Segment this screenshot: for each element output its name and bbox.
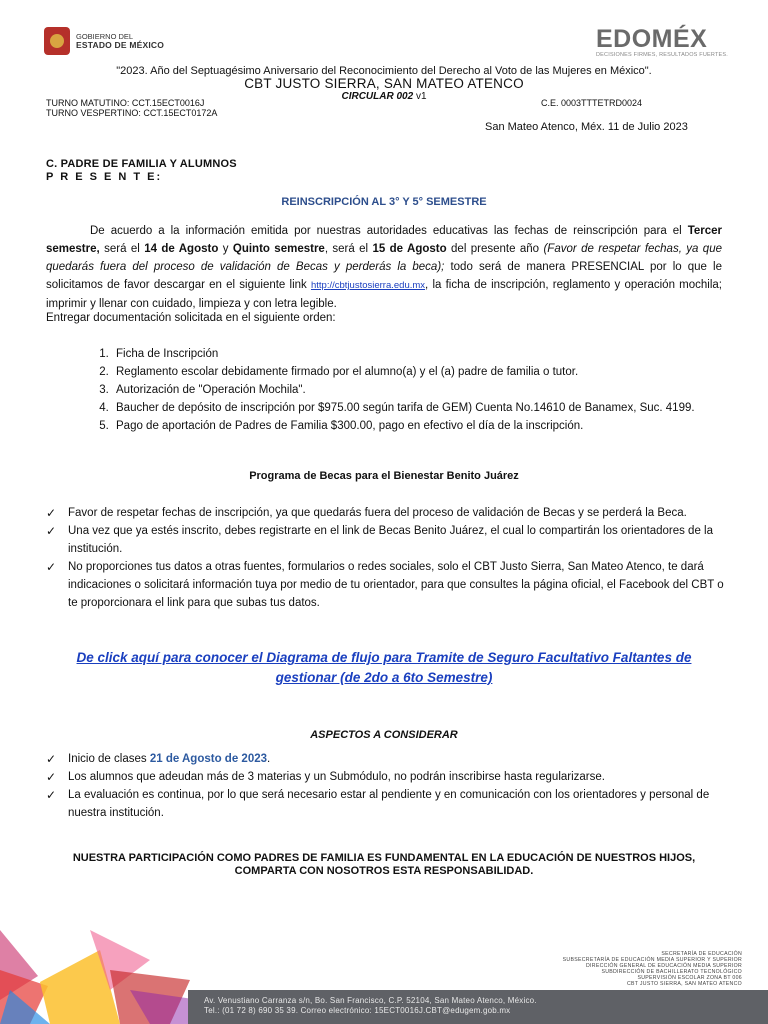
document-steps-list xyxy=(76,346,726,436)
aspectos-heading: ASPECTOS A CONSIDERAR xyxy=(310,729,458,741)
edomex-tagline: DECISIONES FIRMES, RESULTADOS FUERTES. xyxy=(596,52,728,58)
circular-version: v1 xyxy=(415,91,427,102)
footer-line2: Tel.: (01 72 8) 690 35 39. Correo electrónico: 15ECT0016J.CBT@edugem.gob.mx xyxy=(204,1005,511,1015)
circular-label: CIRCULAR 002 xyxy=(341,91,414,102)
list-item: ✓ Una vez que ya estés inscrito, debes registrarte en el link de Becas Benito Juárez, el cual lo compartirán los orientadores de la institución. xyxy=(46,522,726,558)
check-icon: ✓ xyxy=(46,770,57,784)
list-item: ✓ Favor de respetar fechas de inscripción, ya que quedarás fuera del proceso de validación de Becas y se perderá la Beca. xyxy=(46,506,687,520)
turno-vespertino: TURNO VESPERTINO: CCT.15ECT0172A xyxy=(46,108,218,118)
list-item: ✓ La evaluación es continua, por lo que será necesario estar al pendiente y en comunicación con los orientadores y personal de nuestra institución. xyxy=(46,786,726,822)
state-seal-icon xyxy=(44,27,70,55)
check-icon: ✓ xyxy=(46,560,57,574)
list-item: ✓ No proporciones tus datos a otras fuentes, formularios o redes sociales, solo el CBT Justo Sierra, San Mateo Atenco, te dará indicaciones o solicitará información tuya por medio de tu orientador, para que consultes la página oficial, el Facebook del CBT o te proporcionara el link para que subas tus datos. xyxy=(46,558,726,612)
becas-list xyxy=(46,504,726,612)
subject-heading: REINSCRIPCIÓN AL 3° Y 5° SEMESTRE xyxy=(281,196,487,208)
gobierno-logo xyxy=(44,24,184,58)
footer-address xyxy=(204,996,537,1015)
fecha-quinto: 15 de Agosto xyxy=(372,243,447,255)
motto: "2023. Año del Septuagésimo Aniversario del Reconocimiento del Derecho al Voto de las Mujeres en México". xyxy=(116,65,652,77)
turno-matutino: TURNO MATUTINO: CCT.15ECT0016J xyxy=(46,98,205,108)
list-item: 3. Autorización de "Operación Mochila". xyxy=(112,382,726,398)
body-paragraph: De acuerdo a la información emitida por nuestras autoridades educativas las fechas de reinscripción para el Tercer semestre, será el 14 de Agosto y Quinto semestre, será el 15 de Agosto del presente año (Favor de respetar fechas, ya que quedarás fuera del proceso de validación de Becas y perderás la beca); todo será de manera PRESENCIAL por lo que le solicitamos de favor descargar en el siguiente link http://cbtjustosierra.edu.mx, la ficha de inscripción, reglamento y operación mochila; imprimir y llenar con cuidado, limpieza y con letra legible. xyxy=(46,225,723,310)
fecha-tercer: 14 de Agosto xyxy=(144,243,219,255)
start-date: 21 de Agosto de 2023 xyxy=(149,753,268,765)
school-website-link[interactable]: http://cbtjustosierra.edu.mx xyxy=(310,280,426,291)
edomex-wordmark: EDOMÉX xyxy=(596,25,708,53)
quinto-semestre: Quinto semestre xyxy=(232,243,325,255)
list-item: 2. Reglamento escolar debidamente firmado por el alumno(a) y el (a) padre de familia o tutor. xyxy=(112,364,726,380)
check-icon: ✓ xyxy=(46,506,57,520)
addressee xyxy=(46,158,237,184)
edomex-logo xyxy=(596,26,752,58)
sep-block: SECRETARÍA DE EDUCACIÓN SUBSECRETARÍA DE EDUCACIÓN MEDIA SUPERIOR Y SUPERIOR DIRECCIÓN GENERAL DE EDUCACIÓN MEDIA SUPERIOR SUBDIRECCIÓN DE BACHILLERATO TECNOLÓGICO SUPERVISIÓN ESCOLAR ZONA BT 006 CBT JUSTO SIERRA, SAN MATEO ATENCO xyxy=(562,951,742,987)
tercer-semestre: Tercer semestre, xyxy=(46,225,722,255)
list-item: 5. Pago de aportación de Padres de Familia $300.00, pago en efectivo el día de la inscripción. xyxy=(112,418,726,434)
school-name: CBT JUSTO SIERRA, SAN MATEO ATENCO xyxy=(244,76,524,91)
order-intro: Entregar documentación solicitada en el siguiente orden: xyxy=(46,312,336,324)
footer-line1: Av. Venustiano Carranza s/n, Bo. San Francisco, C.P. 52104, San Mateo Atenco, México. xyxy=(204,996,537,1005)
list-item: ✓ Inicio de clases 21 de Agosto de 2023. xyxy=(46,752,271,766)
check-icon: ✓ xyxy=(46,524,57,538)
ce-code: C.E. 0003TTTETRD0024 xyxy=(541,98,643,108)
closing-statement: NUESTRA PARTICIPACIÓN COMO PADRES DE FAMILIA ES FUNDAMENTAL EN LA EDUCACIÓN DE NUESTROS HIJOS, COMPARTA CON NOSOTROS ESTA RESPONSABILIDAD. xyxy=(72,852,696,877)
gov-line1: GOBIERNO DEL xyxy=(76,32,134,41)
becas-heading: Programa de Becas para el Bienestar Benito Juárez xyxy=(249,470,519,482)
document-date: San Mateo Atenco, Méx. 11 de Julio 2023 xyxy=(485,121,688,133)
seguro-facultativo-link[interactable]: De click aquí para conocer el Diagrama de flujo para Tramite de Seguro Facultativo Faltantes de gestionar (de 2do a 6to Semestre) xyxy=(76,650,692,685)
list-item: 4. Baucher de depósito de inscripción por $975.00 según tarifa de GEM) Cuenta No.14610 de Banamex, Suc. 4199. xyxy=(112,400,726,416)
list-item: ✓ Los alumnos que adeudan más de 3 materias y un Submódulo, no podrán inscribirse hasta regularizarse. xyxy=(46,770,605,784)
becas-warning: (Favor de respetar fechas, ya que quedarás fuera del proceso de validación de Becas y perderás la beca); xyxy=(46,243,722,273)
decorative-shapes xyxy=(0,930,200,1024)
check-icon: ✓ xyxy=(46,788,57,802)
addressee-line: C. PADRE DE FAMILIA Y ALUMNOS xyxy=(46,158,237,170)
gov-line2: ESTADO DE MÉXICO xyxy=(76,40,165,50)
aspectos-list xyxy=(46,750,726,822)
list-item: 1. Ficha de Inscripción xyxy=(112,346,726,362)
check-icon: ✓ xyxy=(46,752,57,766)
presente-line: P R E S E N T E: xyxy=(46,171,163,183)
